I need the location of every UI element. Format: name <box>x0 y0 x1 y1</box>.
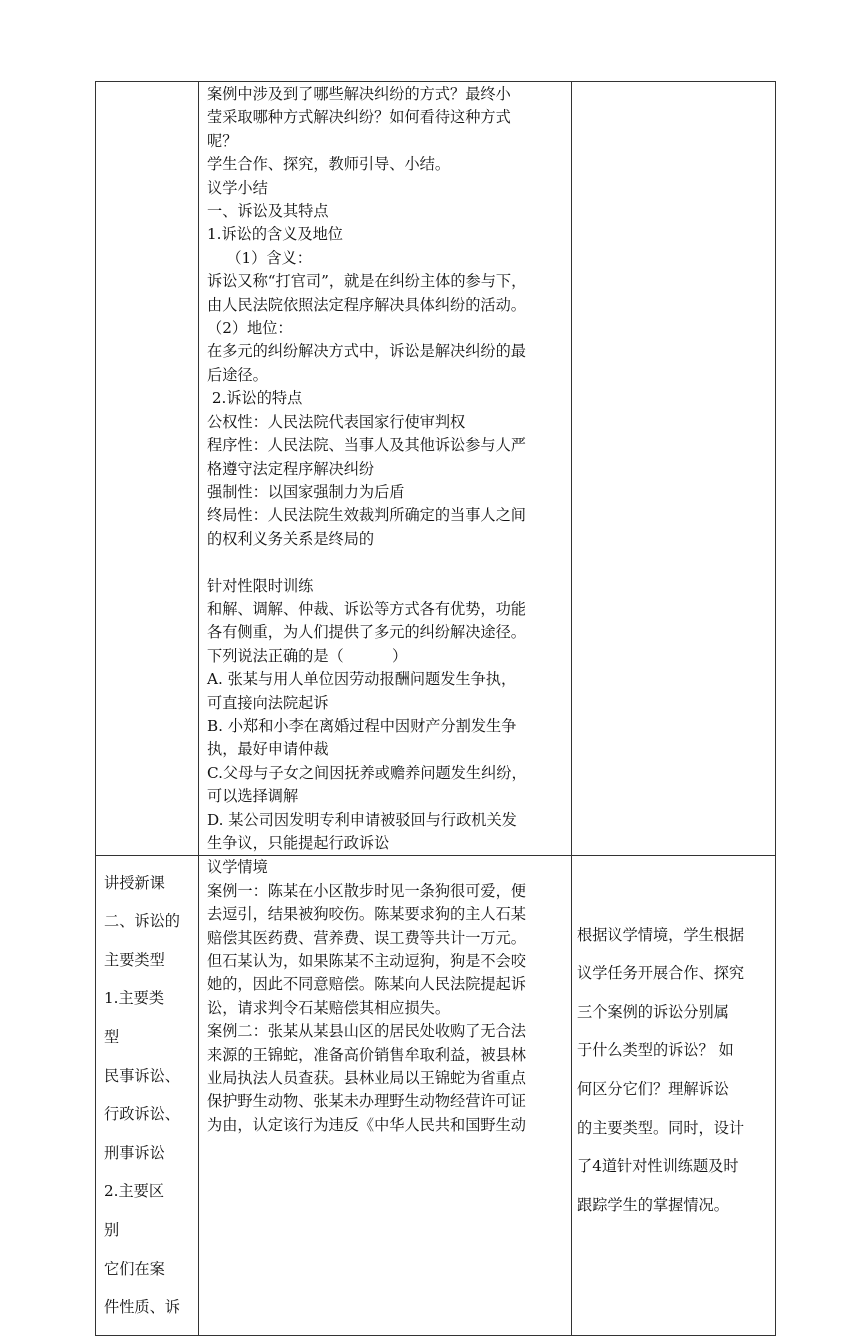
text-line: 民事诉讼、 <box>104 1066 180 1085</box>
text-line: 赔偿其医药费、营养费、误工费等共计一万元。 <box>207 928 526 947</box>
content-text <box>199 856 571 1137</box>
text-line: 为由，认定该行为违反《中华人民共和国野生动 <box>207 1115 526 1134</box>
text-line: 讼，请求判令石某赔偿其相应损失。 <box>207 998 450 1017</box>
text-line: 件性质、诉 <box>104 1298 180 1317</box>
text-line: 1.主要类 <box>104 989 165 1008</box>
text-line: 它们在案 <box>104 1259 165 1278</box>
text-line: 但石某认为，如果陈某不主动逗狗，狗是不会咬 <box>207 952 526 971</box>
text-line: 别 <box>104 1220 120 1239</box>
text-line: 了4道针对性训练题及时 <box>577 1157 739 1176</box>
text-line: （1）含义： <box>207 248 312 267</box>
text-line: 来源的王锦蛇，准备高价销售牟取利益，被县林 <box>207 1045 526 1064</box>
text-line: 终局性：人民法院生效裁判所确定的当事人之间 <box>207 506 526 525</box>
intent-cell <box>572 856 776 1335</box>
text-line: 跟踪学生的掌握情况。 <box>577 1195 729 1214</box>
text-line: 刑事诉讼 <box>104 1143 165 1162</box>
text-line: 和解、调解、仲裁、诉讼等方式各有优势，功能 <box>207 599 526 618</box>
text-line: 行政诉讼、 <box>104 1105 180 1124</box>
content-cell <box>199 82 572 856</box>
text-line: 案例二：张某从某县山区的居民处收购了无合法 <box>207 1022 526 1041</box>
text-line: 呢？ <box>207 131 238 150</box>
intent-text <box>572 856 775 1217</box>
text-line: 学生合作、探究，教师引导、小结。 <box>207 155 450 174</box>
text-line: （2）地位： <box>207 319 293 338</box>
text-line: 各有侧重，为人们提供了多元的纠纷解决途径。 <box>207 623 526 642</box>
text-line: 根据议学情境，学生根据 <box>577 925 745 944</box>
intent-cell <box>572 82 776 856</box>
text-line: 可以选择调解 <box>207 787 299 806</box>
text-line: 诉讼又称“打官司”，就是在纠纷主体的参与下， <box>207 272 527 291</box>
text-line: 保护野生动物、张某未办理野生动物经营许可证 <box>207 1092 526 1111</box>
content-cell <box>199 856 572 1335</box>
lesson-plan-table <box>95 81 776 1336</box>
text-line: 生争议，只能提起行政诉讼 <box>207 833 390 852</box>
text-line: 议学小结 <box>207 178 268 197</box>
text-line <box>207 551 566 574</box>
text-line: 的权利义务关系是终局的 <box>207 529 375 548</box>
text-line: 案例一：陈某在小区散步时见一条狗很可爱，便 <box>207 881 526 900</box>
text-line: 议学任务开展合作、探究 <box>577 964 745 983</box>
text-line: 在多元的纠纷解决方式中，诉讼是解决纠纷的最 <box>207 342 526 361</box>
text-line: 的主要类型。同时，设计 <box>577 1118 745 1137</box>
text-line: 格遵守法定程序解决纠纷 <box>207 459 375 478</box>
text-line: 一、诉讼及其特点 <box>207 202 329 221</box>
text-line: 可直接向法院起诉 <box>207 693 329 712</box>
stage-cell <box>96 82 199 856</box>
text-line: 业局执法人员查获。县林业局以王锦蛇为省重点 <box>207 1069 526 1088</box>
text-line: 二、诉讼的 <box>104 912 180 931</box>
text-line: 主要类型 <box>104 950 165 969</box>
text-line: 强制性：以国家强制力为后盾 <box>207 482 405 501</box>
text-line: 下列说法正确的是（ ） <box>207 646 408 665</box>
text-line: D. 某公司因发明专利申请被驳回与行政机关发 <box>207 810 517 829</box>
text-line: 公权性：人民法院代表国家行使审判权 <box>207 412 466 431</box>
text-line: 1.诉讼的含义及地位 <box>207 225 343 244</box>
table-row <box>96 856 776 1335</box>
content-text <box>199 82 571 855</box>
text-line: 于什么类型的诉讼？ 如 <box>577 1041 734 1060</box>
text-line: 讲授新课 <box>104 873 165 892</box>
intent-text <box>572 82 775 134</box>
text-line: 程序性：人民法院、当事人及其他诉讼参与人严 <box>207 436 526 455</box>
stage-text <box>96 872 198 1320</box>
text-line: 议学情境 <box>207 858 268 877</box>
text-line: 由人民法院依照法定程序解决具体纠纷的活动。 <box>207 295 526 314</box>
table-row <box>96 82 776 856</box>
text-line: A. 张某与用人单位因劳动报酬问题发生争执， <box>207 670 517 689</box>
text-line: 案例中涉及到了哪些解决纠纷的方式？最终小 <box>207 85 511 103</box>
stage-cell <box>96 856 199 1335</box>
text-line: B. 小郑和小李在离婚过程中因财产分割发生争 <box>207 716 517 735</box>
text-line: 型 <box>104 1027 120 1046</box>
text-line: 她的，因此不同意赔偿。陈某向人民法院提起诉 <box>207 975 526 994</box>
text-line: 去逗引，结果被狗咬伤。陈某要求狗的主人石某 <box>207 905 526 924</box>
text-line: 2.主要区 <box>104 1182 165 1201</box>
text-line: 针对性限时训练 <box>207 576 314 595</box>
text-line: 执，最好申请仲裁 <box>207 740 329 759</box>
text-line: 后途径。 <box>207 365 268 384</box>
text-line: 三个案例的诉讼分别属 <box>577 1002 729 1021</box>
text-line: 莹采取哪种方式解决纠纷？如何看待这种方式 <box>207 108 511 127</box>
text-line: 何区分它们？理解诉讼 <box>577 1079 729 1098</box>
text-line: C.父母与子女之间因抚养或赡养问题发生纠纷， <box>207 763 527 782</box>
text-line: 2.诉讼的特点 <box>207 389 303 408</box>
